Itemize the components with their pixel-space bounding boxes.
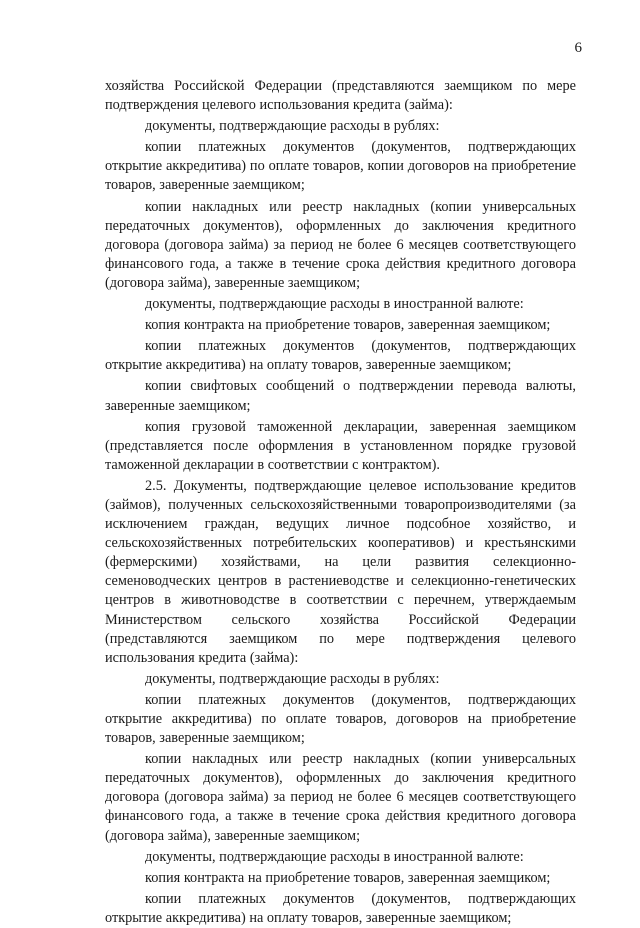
paragraph: документы, подтверждающие расходы в иностранной валюте:	[145, 848, 524, 865]
paragraph: копии накладных или реестр накладных (копии универсальных передаточных документов), оформленных до заключения кредитного договора (договора займа) за период не более 6 месяцев соответствующего финансового года, а также в течение срока действия кредитного договора (договора займа), заверенные заемщиком;	[105, 198, 576, 291]
paragraph: копия контракта на приобретение товаров, заверенная заемщиком;	[145, 317, 551, 334]
page-number: 6	[574, 40, 582, 56]
paragraph: копия грузовой таможенной декларации, заверенная заемщиком (представляется после оформления в установленном порядке грузовой таможенной декларации в соответствии с контрактом).	[105, 418, 576, 473]
paragraph: документы, подтверждающие расходы в иностранной валюте:	[145, 296, 524, 313]
paragraph: копии свифтовых сообщений о подтверждении перевода валюты, заверенные заемщиком;	[105, 378, 576, 414]
paragraph: копии платежных документов (документов, подтверждающих открытие аккредитива) по оплате товаров, договоров на приобретение товаров, заверенные заемщиком;	[105, 691, 576, 747]
paragraph: документы, подтверждающие расходы в рублях:	[145, 670, 440, 687]
paragraph: копии платежных документов (документов, подтверждающих открытие аккредитива) на оплату товаров, заверенные заемщиком;	[105, 890, 576, 926]
paragraph: 2.5. Документы, подтверждающие целевое использование кредитов (займов), полученных сельскохозяйственными товаропроизводителями (за исключением граждан, ведущих личное подсобное хозяйство, и сельскохозяйственных потребительских кооперативов) и крестьянскими (фермерскими) хозяйствами, на цели развития селекционно-семеноводческих центров в растениеводстве и селекционно-генетических центров в животноводстве в соответствии с перечнем, утверждаемым Министерством сельского хозяйства Российской Федерации (представляются заемщиком по мере подтверждения целевого использования кредита (займа):	[105, 477, 576, 666]
paragraph: копии платежных документов (документов, подтверждающих открытие аккредитива) по оплате товаров, копии договоров на приобретение товаров, заверенные заемщиком;	[105, 139, 576, 194]
paragraph: копии платежных документов (документов, подтверждающих открытие аккредитива) на оплату товаров, заверенные заемщиком;	[105, 338, 576, 374]
document-body	[105, 77, 576, 928]
paragraph: копия контракта на приобретение товаров, заверенная заемщиком;	[145, 869, 551, 886]
paragraph: хозяйства Российской Федерации (представляются заемщиком по мере подтверждения целевого использования кредита (займа):	[105, 78, 576, 114]
paragraph: копии накладных или реестр накладных (копии универсальных передаточных документов), оформленных до заключения кредитного договора (договора займа) за период не более 6 месяцев соответствующего финансового года, а также в течение срока действия кредитного договора (договора займа), заверенные заемщиком;	[105, 751, 576, 844]
paragraph: документы, подтверждающие расходы в рублях:	[145, 118, 440, 135]
